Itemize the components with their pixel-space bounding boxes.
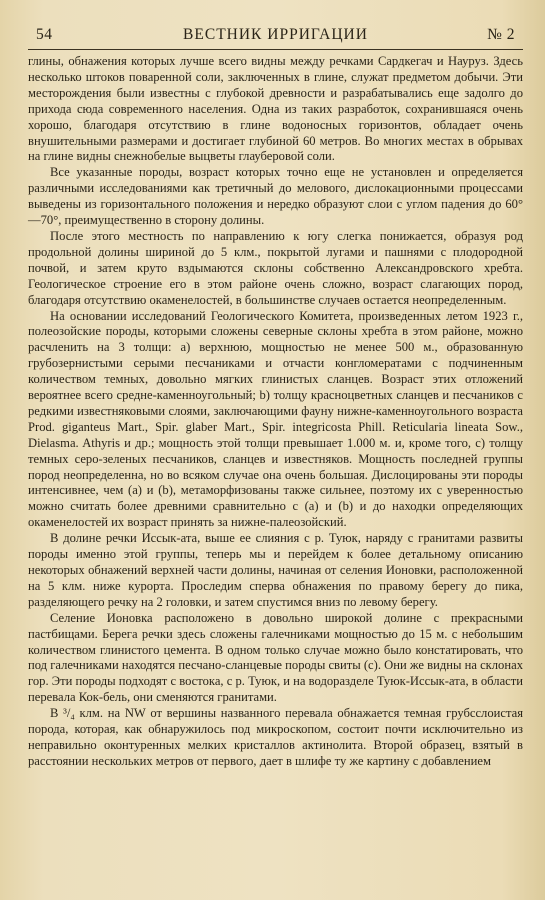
running-header xyxy=(28,26,523,48)
paragraph: Все указанные породы, возраст которых точно еще не установлен и определяется различными исследованиями как третичный до мелового, дислокационными процессами выведены из горизонтального положения и нередко образуют слои с углом падения до 60°—70°, преимущественно в сторону долины. xyxy=(28,165,523,228)
paragraph: После этого местность по направлению к югу слегка понижается, образуя род продольной долины шириной до 5 клм., покрытой лугами и пашнями с плодородной почвой, и затем круто вздымаются склоны собственно Александровского хребта. Геологическое строение его в этом районе очень сложно, возраст слагающих пород, благодаря отсутствию окаменелостей, в большинстве случаев остается неопределенным. xyxy=(28,228,523,307)
paragraph: В долине речки Иссык-ата, выше ее слияния с р. Туюк, наряду с гранитами развиты породы именно этой группы, теперь мы и перейдем к более детальному описанию некоторых обнажений верхней части долины, начиная от селения Ионовки, расположенной на 5 клм. ниже курорта. Проследим сперва обнажения по правому берегу до пика, разделяющего речку на 2 головки, и затем спустимся вниз по левому берегу. xyxy=(28,531,523,609)
journal-title: ВЕСТНИК ИРРИГАЦИИ xyxy=(183,26,368,43)
paragraph: глины, обнажения которых лучше всего видны между речками Сардкегач и Науруз. Здесь несколько штоков поваренной соли, заключенных в глине, служат предметом добычи. Эти месторождения были известны с глубокой древности и разрабатывались еще задолго до прихода сюда современного населения. Одна из таких разработок, сохранившаяся очень хорошо, благодаря отсутствию в глине водоносных горизонтов, обладает очень внушительными размерами и достигает глубиной 60 метров. Во многих местах в обрывах на глине видны снежнобелые выцветы глауберовой соли. xyxy=(28,54,523,164)
paragraph: В ³/₄ клм. на NW от вершины названного перевала обнажается темная грубсслоистая порода, которая, как обнаружилось под микроскопом, состоит почти исключительно из неправильно оконтуренных мелких кристаллов актинолита. Второй образец, взятый в расстоянии нескольких метров от первого, дает в шлифе ту же картину с добавлением xyxy=(28,706,523,768)
paragraph: На основании исследований Геологического Комитета, произведенных летом 1923 г., полеозойские породы, которыми сложены северные склоны хребта в этом районе, можно расчленить на 3 толщи: а) верхнюю, мощностью не менее 500 м., образованную грубозернистыми серыми песчаниками и отчасти конгломератами с подчиненным количеством темных, довольно мягких глинистых сланцев. Возраст этих отложений вероятнее всего средне-каменноугольный; b) толщу красноцветных сланцев и песчаников с редкими известняковыми слоями, заключающими фауну нижне-каменноугольного возраста Prod. giganteus Mart., Spir. glaber Mart., Spir. integricosta Phill. Reticularia lineata Sow., Dielasma. Athyris и др.; мощность этой толщи превышает 1.000 м. и, кроме того, с) толщу темных серо-зеленых песчаников, сланцев и известняков. Мощность последней группы пород неопределенна, но во всяком случае она очень большая. Дислоцированы эти породы интенсивнее, чем (a) и (b), метаморфизованы также сильнее, поэтому их с уверенностью можно считать более древними сравнительно с (a) и (b) и до находки определяющих окаменелостей их возраст принять за нижне-палеозойский. xyxy=(28,308,523,530)
header-rule xyxy=(28,49,523,50)
article-body xyxy=(28,54,523,890)
issue-number: № 2 xyxy=(487,26,515,43)
paragraph: Селение Ионовка расположено в довольно широкой долине с прекрасными пастбищами. Берега речки здесь сложены галечниками мощностью до 15 м. с небольшим количеством глинистого цемента. В одном только случае можно было констатировать, что под галечниками находятся песчано-сланцевые породы свиты (с). Они же видны на склонах гор. Эти породы подходят с востока, с р. Туюк, и на водоразделе Туюк-Иссык-ата, в области перевала Кок-бель, они сменяются гранитами. xyxy=(28,610,523,705)
page-number: 54 xyxy=(36,26,53,43)
